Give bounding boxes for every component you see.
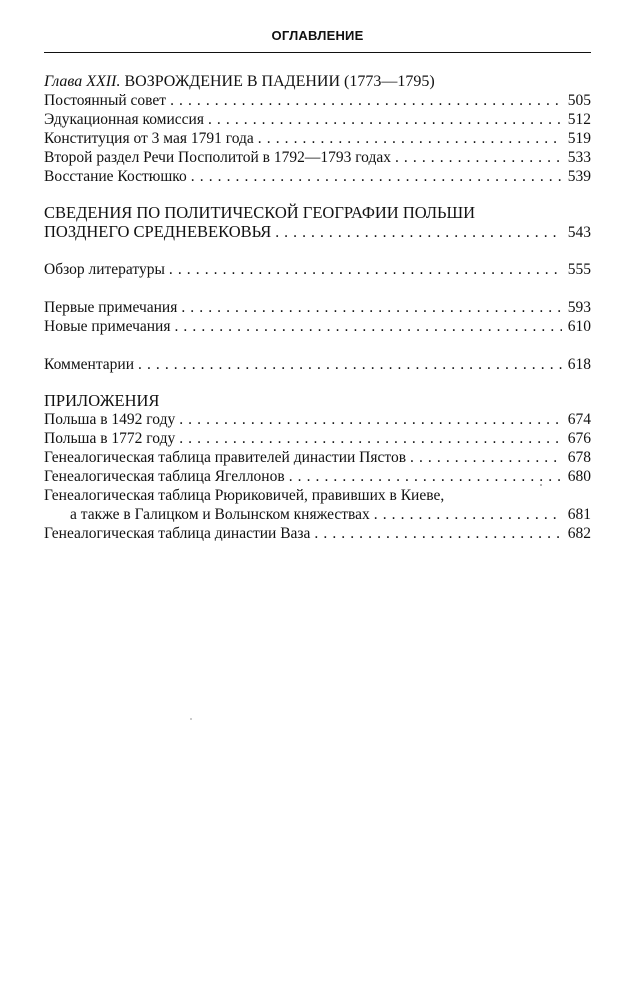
toc-entry-page: 512 [567,111,591,128]
toc-entry[interactable] [44,298,591,317]
toc-entry-page: 505 [567,92,591,109]
leader-dots [179,429,562,448]
toc-entry-label: Новые примечания [44,318,171,335]
leader-dots [170,91,562,110]
toc-entry-page: 533 [567,149,591,166]
leader-dots [169,260,562,279]
toc-entry-continued[interactable] [44,486,591,505]
toc-entry[interactable] [44,148,591,167]
spacer [44,186,591,203]
toc-entry[interactable] [44,505,591,524]
table-of-contents [44,72,591,543]
toc-entry[interactable] [44,110,591,129]
toc-entry-label: ПОЗДНЕГО СРЕДНЕВЕКОВЬЯ [44,222,272,241]
toc-entry-page: 555 [567,261,591,278]
leader-dots [181,298,562,317]
leader-dots [410,448,562,467]
toc-entry-page: 610 [567,318,591,335]
spacer [44,336,591,355]
running-head: ОГЛАВЛЕНИЕ [271,28,364,43]
leader-dots [374,505,562,524]
leader-dots [395,148,562,167]
leader-dots [258,129,562,148]
toc-entry-label: Постоянный совет [44,92,167,109]
toc-entry[interactable] [44,448,591,467]
leader-dots [174,317,562,336]
header-rule [44,52,591,53]
toc-entry-page: 678 [567,449,591,466]
toc-entry-page: 681 [567,506,591,523]
toc-entry-page: 618 [567,356,591,373]
toc-entry[interactable] [44,129,591,148]
toc-entry[interactable] [44,355,591,374]
toc-entry[interactable] [44,222,591,241]
toc-entry-label: а также в Галицком и Волынском княжествах [70,506,370,523]
toc-entry-page: 543 [567,224,591,241]
toc-entry-label: Польша в 1492 году [44,411,176,428]
spacer [44,279,591,298]
toc-entry-label: Восстание Костюшко [44,168,187,185]
leader-dots [138,355,562,374]
toc-entry[interactable] [44,167,591,186]
toc-entry-label: Генеалогическая таблица Рюриковичей, правивших в Киеве, [44,487,445,504]
toc-entry-page: 593 [567,299,591,316]
leader-dots [179,410,562,429]
toc-entry[interactable] [44,524,591,543]
toc-entry[interactable] [44,91,591,110]
toc-entry-label: Комментарии [44,356,134,373]
section-heading: СВЕДЕНИЯ ПО ПОЛИТИЧЕСКОЙ ГЕОГРАФИИ ПОЛЬШИ [44,203,476,222]
toc-entry-label: Эдукационная комиссия [44,111,204,128]
toc-entry-label: Обзор литературы [44,261,165,278]
leader-dots [191,167,562,186]
chapter-title: ВОЗРОЖДЕНИЕ В ПАДЕНИИ (1773—1795) [124,73,435,90]
leader-dots [314,524,562,543]
toc-entry-page: 676 [567,430,591,447]
print-speck [190,718,192,720]
leader-dots [275,223,562,242]
spacer [44,374,591,391]
chapter-heading [44,72,591,91]
toc-entry-page: 539 [567,168,591,185]
toc-entry-page: 519 [567,130,591,147]
toc-entry[interactable] [44,429,591,448]
toc-entry-label: Второй раздел Речи Посполитой в 1792—1793 годах [44,149,391,166]
toc-entry[interactable] [44,317,591,336]
toc-entry-label: Польша в 1772 году [44,430,176,447]
toc-entry[interactable] [44,467,591,486]
toc-entry[interactable] [44,260,591,279]
leader-dots [289,467,562,486]
chapter-prefix: Глава XXII. [44,73,121,90]
toc-entry-label: Конституция от 3 мая 1791 года [44,130,254,147]
toc-entry-page: 674 [567,411,591,428]
toc-entry[interactable] [44,410,591,429]
toc-entry-page: 682 [567,525,591,542]
toc-entry-label: Генеалогическая таблица Ягеллонов [44,468,285,485]
print-speck [540,484,542,486]
toc-entry-page: 680 [567,468,591,485]
toc-entry-label: Генеалогическая таблица правителей династии Пястов [44,449,407,466]
toc-entry-label: Генеалогическая таблица династии Ваза [44,525,311,542]
leader-dots [208,110,562,129]
section-heading: ПРИЛОЖЕНИЯ [44,391,160,410]
spacer [44,241,591,260]
toc-entry-label: Первые примечания [44,299,178,316]
